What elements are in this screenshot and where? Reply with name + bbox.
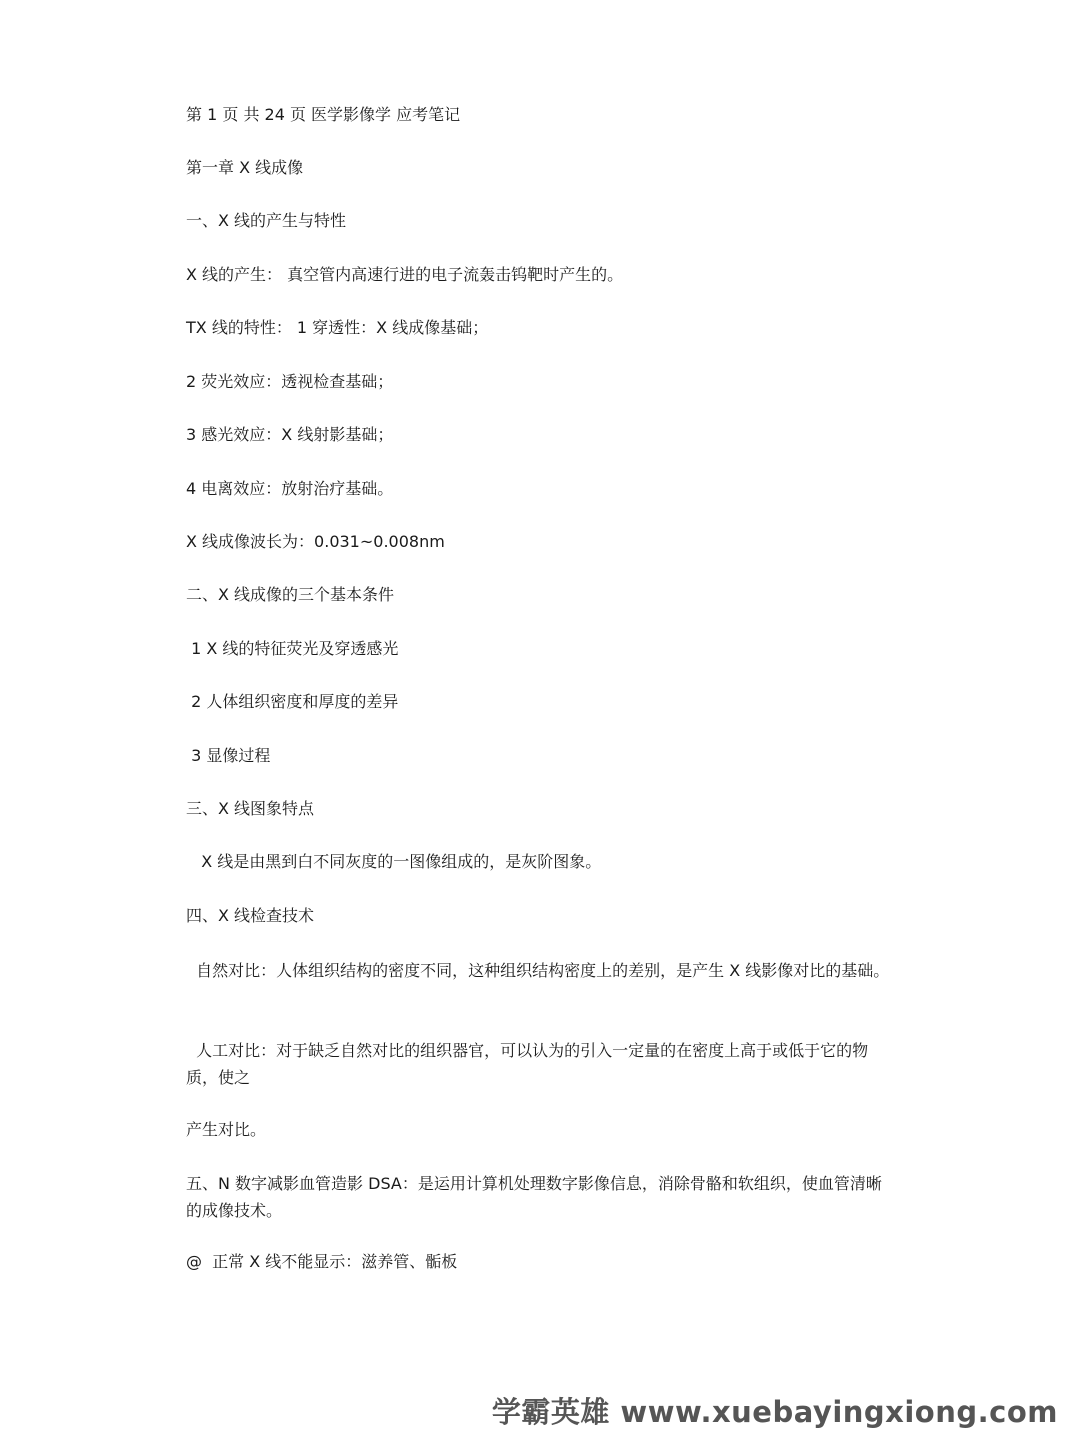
list-item: 3 显像过程	[186, 746, 271, 765]
section-heading: 四、X 线检查技术	[186, 906, 315, 925]
text-line: 4 电离效应：放射治疗基础。	[186, 479, 394, 498]
text-line: @ 正常 X 线不能显示：滋养管、骺板	[186, 1252, 458, 1271]
watermark: 学霸英雄 www.xuebayingxiong.com	[491, 1395, 1058, 1429]
list-item: 1 X 线的特征荧光及穿透感光	[186, 639, 399, 658]
page-header: 第 1 页 共 24 页 医学影像学 应考笔记	[186, 105, 461, 124]
chapter-title: 第一章 X 线成像	[186, 158, 304, 177]
section-heading: 三、X 线图象特点	[186, 799, 315, 818]
text-line: 3 感光效应：X 线射影基础；	[186, 425, 394, 444]
text-line: X 线成像波长为：0.031~0.008nm	[186, 532, 445, 551]
section-heading: 二、X 线成像的三个基本条件	[186, 585, 395, 604]
paragraph: 五、N 数字减影血管造影 DSA：是运用计算机处理数字影像信息，消除骨骼和软组织，使血管清晰的成像技术。	[186, 1174, 882, 1220]
text-line: 产生对比。	[186, 1120, 267, 1139]
text-line: TX 线的特性： 1 穿透性：X 线成像基础；	[186, 318, 489, 337]
text-line: X 线的产生： 真空管内高速行进的电子流轰击钨靶时产生的。	[186, 265, 624, 284]
paragraph: 人工对比：对于缺乏自然对比的组织器官，可以认为的引入一定量的在密度上高于或低于它的物质，使之	[186, 1041, 869, 1087]
list-item: 2 人体组织密度和厚度的差异	[186, 692, 399, 711]
text-line: 2 荧光效应：透视检查基础；	[186, 372, 394, 391]
text-line: X 线是由黑到白不同灰度的一图像组成的，是灰阶图象。	[186, 852, 602, 871]
section-heading: 一、X 线的产生与特性	[186, 211, 347, 230]
paragraph: 自然对比：人体组织结构的密度不同，这种组织结构密度上的差别，是产生 X 线影像对比的基础。	[186, 961, 890, 980]
